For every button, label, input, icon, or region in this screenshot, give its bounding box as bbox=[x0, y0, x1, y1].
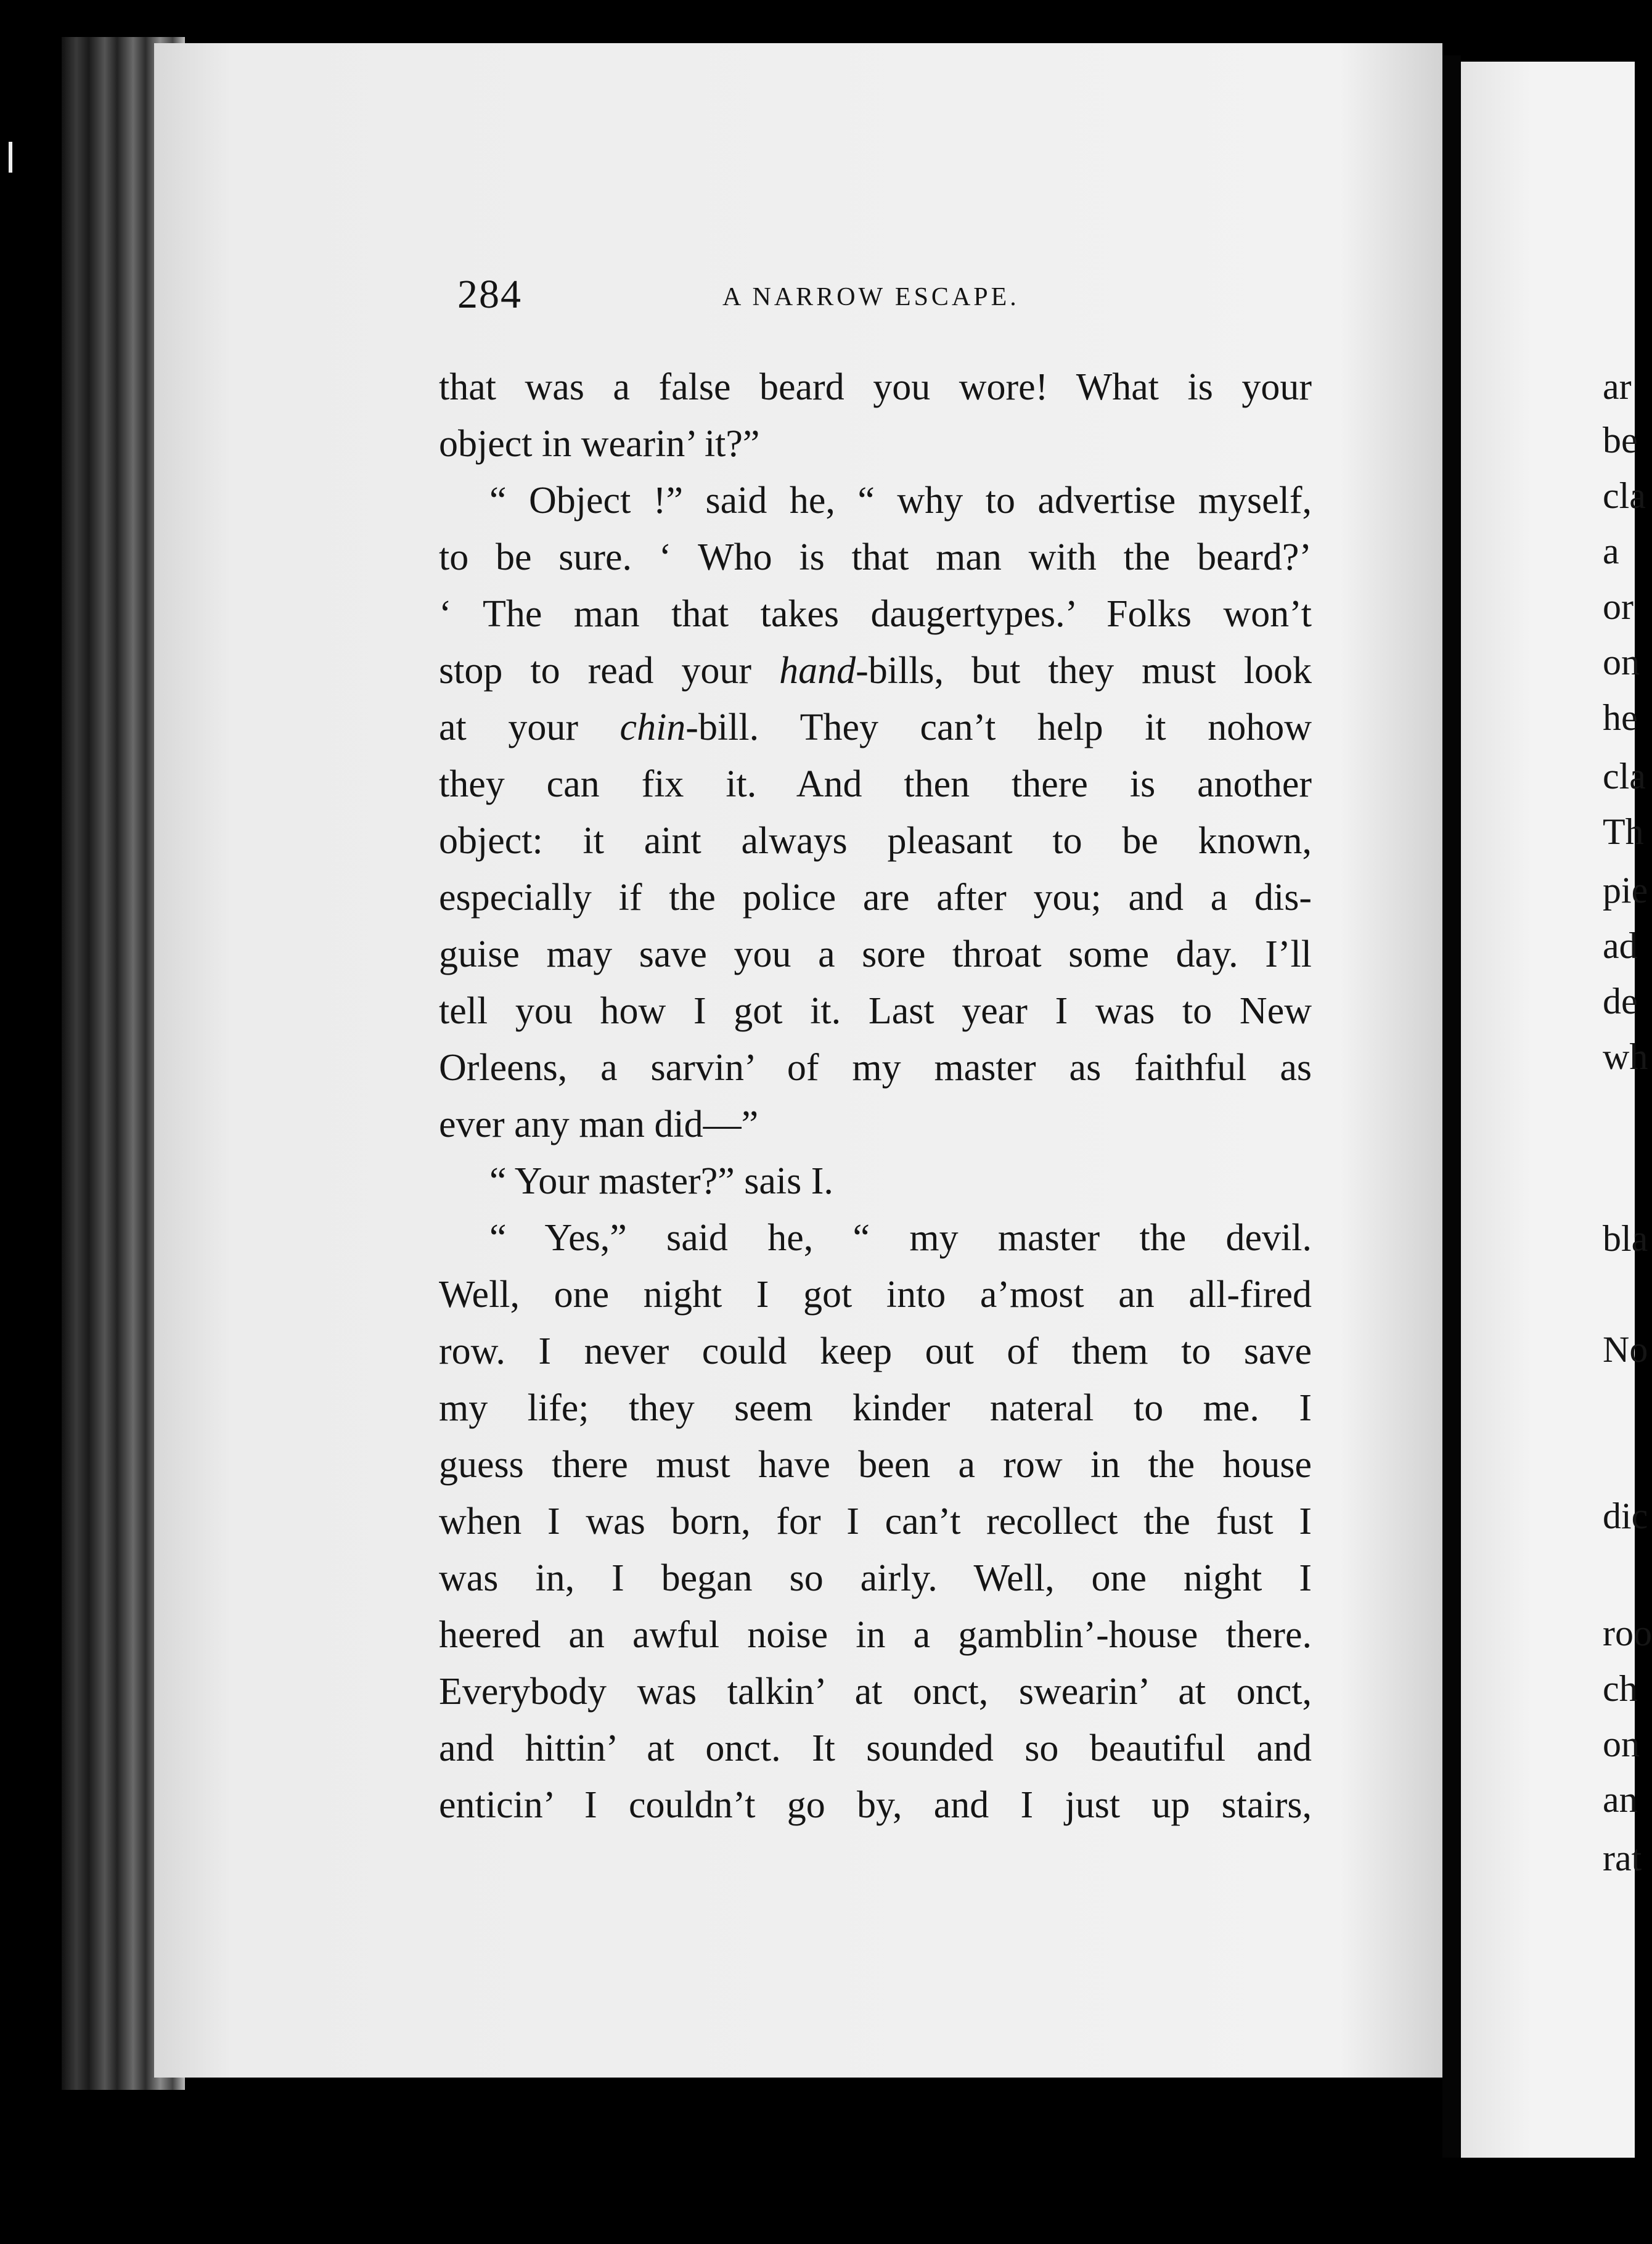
text-line: when I was born, for I can’t recollect the fust I bbox=[439, 1501, 1312, 1542]
text-line: Well, one night I got into a’most an all-fired bbox=[439, 1274, 1312, 1316]
facing-page-fragment: de bbox=[1603, 981, 1638, 1022]
text-line: “ Yes,” said he, “ my master the devil. bbox=[489, 1217, 1312, 1259]
facing-page-fragment: he bbox=[1603, 697, 1638, 738]
text-line: especially if the police are after you; and a dis- bbox=[439, 877, 1312, 919]
text-line: was in, I began so airly. Well, one night I bbox=[439, 1557, 1312, 1599]
text-line: that was a false beard you wore! What is your bbox=[439, 366, 1312, 408]
italic-word: chin bbox=[620, 706, 686, 748]
text-fragment: at your bbox=[439, 706, 620, 748]
facing-page-fragment: dic bbox=[1603, 1496, 1648, 1536]
text-line: object in wearin’ it?” bbox=[439, 423, 760, 465]
text-line: guess there must have been a row in the house bbox=[439, 1444, 1312, 1486]
text-line: ‘ The man that takes daugertypes.’ Folks won’t bbox=[439, 593, 1312, 635]
facing-page-fragment: ar bbox=[1603, 366, 1632, 407]
text-line: to be sure. ‘ Who is that man with the beard?’ bbox=[439, 536, 1312, 578]
facing-page-fragment: cla bbox=[1603, 756, 1646, 796]
facing-page-fragment: be bbox=[1603, 420, 1638, 461]
text-line: object: it aint always pleasant to be known, bbox=[439, 820, 1312, 862]
facing-page-fragment: an bbox=[1603, 1779, 1638, 1820]
facing-page-fragment: roo bbox=[1603, 1613, 1652, 1653]
text-line: enticin’ I couldn’t go by, and I just up stairs, bbox=[439, 1784, 1312, 1826]
text-fragment: stop to read your bbox=[439, 650, 780, 692]
text-line: ever any man did—” bbox=[439, 1104, 759, 1145]
scan-edge-mark bbox=[9, 142, 12, 173]
page-header bbox=[457, 271, 1314, 321]
facing-page-fragment: bla bbox=[1603, 1218, 1648, 1259]
page-number: 284 bbox=[457, 272, 522, 317]
text-line bbox=[439, 642, 1312, 699]
facing-page-fragment: or bbox=[1603, 586, 1634, 627]
facing-page-fragment: rat bbox=[1603, 1838, 1642, 1878]
facing-page-fragment: pie bbox=[1603, 870, 1648, 911]
text-fragment: -bills, but they must look bbox=[856, 650, 1312, 692]
facing-page-fragment: No bbox=[1603, 1329, 1648, 1370]
running-head: A NARROW ESCAPE. bbox=[722, 283, 1020, 311]
text-line: “ Your master?” sais I. bbox=[489, 1160, 833, 1202]
facing-page-fragment: a bbox=[1603, 531, 1619, 571]
text-line: and hittin’ at onct. It sounded so beautiful and bbox=[439, 1727, 1312, 1769]
italic-word: hand bbox=[779, 650, 856, 692]
facing-page-fragment: ad bbox=[1603, 925, 1638, 966]
text-line: row. I never could keep out of them to save bbox=[439, 1330, 1312, 1372]
text-line: Everybody was talkin’ at onct, swearin’ at onct, bbox=[439, 1671, 1312, 1713]
text-fragment: -bill. They can’t help it nohow bbox=[685, 706, 1312, 748]
text-line: they can fix it. And then there is another bbox=[439, 763, 1312, 805]
facing-page-fragment: on bbox=[1603, 642, 1640, 682]
text-line bbox=[439, 699, 1312, 756]
facing-page-fragment: on bbox=[1603, 1724, 1640, 1764]
text-line: my life; they seem kinder nateral to me. I bbox=[439, 1387, 1312, 1429]
text-line: heered an awful noise in a gamblin’-house there. bbox=[439, 1614, 1312, 1656]
facing-page-fragment: cla bbox=[1603, 475, 1646, 516]
facing-page-fragment: Th bbox=[1603, 811, 1644, 852]
text-line: “ Object !” said he, “ why to advertise myself, bbox=[489, 480, 1312, 522]
text-line: guise may save you a sore throat some day. I’ll bbox=[439, 933, 1312, 975]
body-text bbox=[439, 359, 1312, 1833]
facing-page-fragment: ch bbox=[1603, 1668, 1638, 1709]
book-gutter bbox=[1442, 55, 1461, 2158]
text-line: Orleens, a sarvin’ of my master as faithful as bbox=[439, 1047, 1312, 1089]
text-line: tell you how I got it. Last year I was to New bbox=[439, 990, 1312, 1032]
facing-page-fragment: wh bbox=[1603, 1036, 1648, 1077]
